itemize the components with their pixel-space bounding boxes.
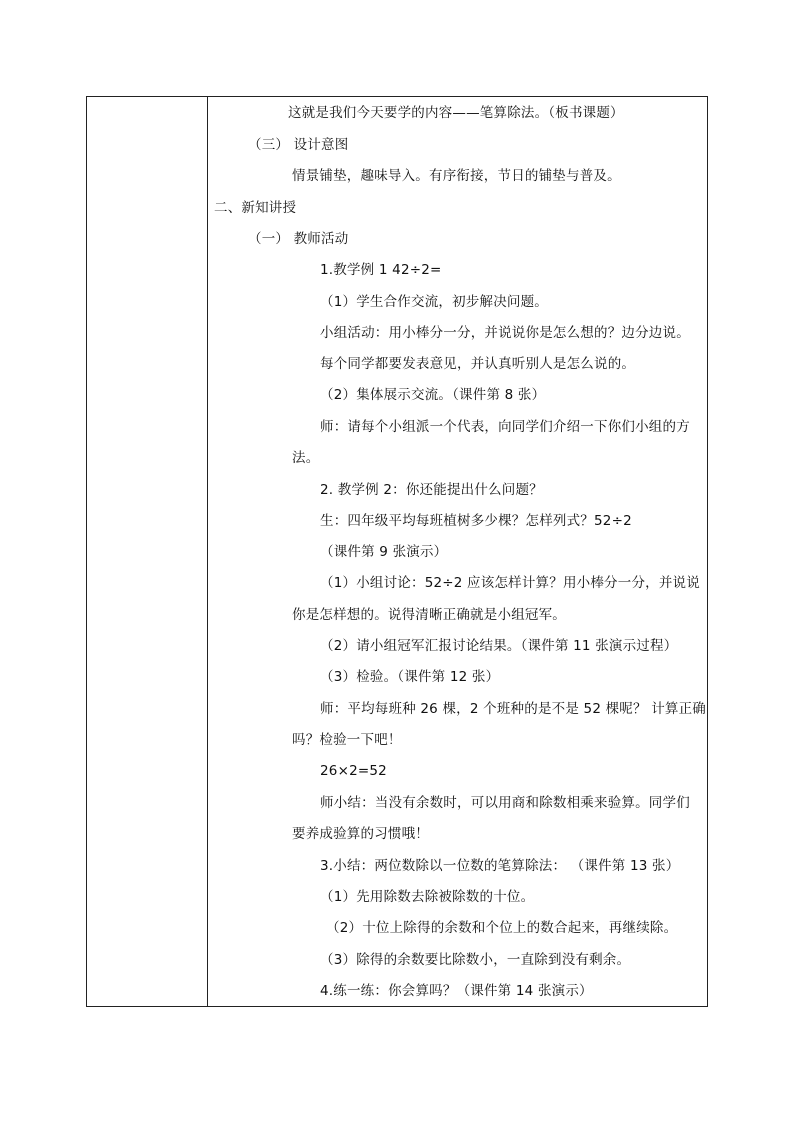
text-line: 师：请每个小组派一个代表，向同学们介绍一下你们小组的方 — [320, 419, 690, 435]
text-line-equation: 26×2=52 — [320, 763, 387, 779]
text-line-intro: 这就是我们今天要学的内容——笔算除法。（板书课题） — [288, 105, 624, 121]
heading-new-knowledge: 二、新知讲授 — [214, 200, 297, 216]
text-line-practice: 4.练一练：你会算吗？（课件第 14 张演示） — [320, 983, 593, 999]
column-divider — [207, 97, 208, 1006]
text-line: 小组活动：用小棒分一分，并说说你是怎么想的？边分边说。 — [320, 325, 690, 341]
text-line: 要养成验算的习惯哦！ — [292, 826, 429, 842]
text-line: （2）集体展示交流。（课件第 8 张） — [320, 387, 546, 403]
heading-teacher-activity: （一） 教师活动 — [248, 231, 349, 247]
heading-design-intent: （三） 设计意图 — [248, 137, 349, 153]
text-line-example2: 2. 教学例 2：你还能提出什么问题？ — [320, 482, 543, 498]
text-line-example1: 1.教学例 1 42÷2= — [320, 262, 442, 278]
text-line: （2）请小组冠军汇报讨论结果。（课件第 11 张演示过程） — [320, 638, 678, 654]
text-line: （2）十位上除得的余数和个位上的数合起来，再继续除。 — [326, 920, 678, 936]
text-line: 生：四年级平均每班植树多少棵？怎样列式？52÷2 — [320, 513, 632, 529]
text-line: 你是怎样想的。说得清晰正确就是小组冠军。 — [292, 607, 566, 623]
text-line: 法。 — [292, 450, 320, 466]
text-line-summary: 3.小结：两位数除以一位数的笔算除法： （课件第 13 张） — [320, 858, 680, 874]
text-line: （1）先用除数去除被除数的十位。 — [320, 889, 535, 905]
text-line: 师：平均每班种 26 棵，2 个班种的是不是 52 棵呢？ 计算正确 — [320, 701, 706, 717]
text-line-design: 情景铺垫，趣味导入。有序衔接，节日的铺垫与普及。 — [292, 168, 621, 184]
text-line: （3）检验。（课件第 12 张） — [320, 669, 500, 685]
text-line: （1）小组讨论：52÷2 应该怎样计算？用小棒分一分，并说说 — [320, 575, 700, 591]
text-line: （1）学生合作交流，初步解决问题。 — [320, 294, 548, 310]
text-line: （课件第 9 张演示） — [320, 544, 448, 560]
text-line: 吗？检验一下吧！ — [292, 732, 402, 748]
text-line: （3）除得的余数要比除数小，一直除到没有剩余。 — [320, 952, 631, 968]
text-line: 师小结：当没有余数时，可以用商和除数相乘来验算。同学们 — [320, 795, 690, 811]
text-line: 每个同学都要发表意见，并认真听别人是怎么说的。 — [320, 356, 636, 372]
